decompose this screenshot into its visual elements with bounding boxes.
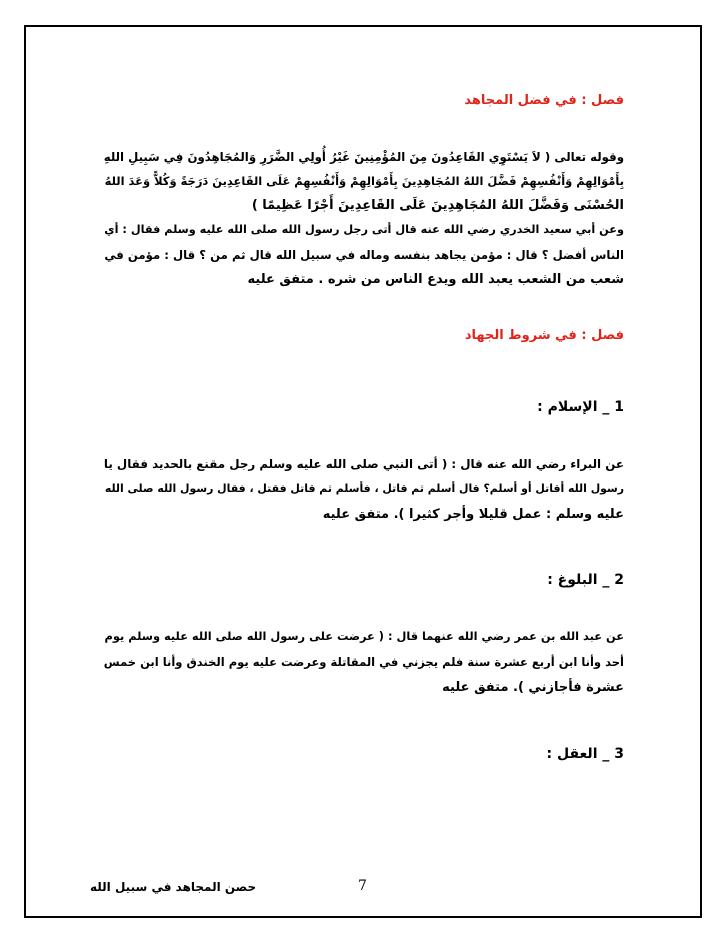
text-line: عشرة فأجازني ). متفق عليه bbox=[442, 680, 624, 695]
text-line: شعب من الشعب يعبد الله ويدع الناس من شره . متفق عليه bbox=[247, 272, 624, 287]
page-number: 7 bbox=[358, 878, 367, 894]
condition-title-sanity: 3 _ العقل : bbox=[546, 746, 624, 762]
condition-title-puberty: 2 _ البلوغ : bbox=[547, 572, 624, 588]
condition-title-islam: 1 _ الإسلام : bbox=[537, 399, 624, 415]
text-line: عن البراء رضي الله عنه قال : ( أتى النبي صلى الله عليه وسلم رجل مقنع بالحديد فقال يا bbox=[103, 457, 624, 471]
section-heading-conditions: فصل : في شروط الجهاد bbox=[464, 328, 624, 343]
text-line: بِأَمْوَالِهِمْ وَأَنْفُسِهِمْ فَضَّلَ اللهُ المُجَاهِدِينَ بِأَمْوَالِهِمْ وَأَنْفُسِهِمْ عَلَى القَاعِدِينَ دَرَجَةً وَكُلاًّ وَعَدَ اللهُ bbox=[104, 174, 624, 188]
text-line: أحد وأنا ابن أربع عشرة سنة فلم يجزني في المقاتلة وعرضت عليه يوم الخندق وأنا ابن خمس bbox=[103, 655, 624, 669]
footer-book-title: حصن المجاهد في سبيل الله bbox=[90, 880, 257, 894]
text-line: وقوله تعالى ( لاَ يَسْتَوِي القَاعِدُونَ مِنَ المُؤْمِنِينَ غَيْرُ أُولِي الضَّرَرِ وَالمُجَاهِدُونَ فِي سَبِيلِ اللهِ bbox=[103, 150, 624, 164]
section-heading-merit: فصل : في فضل المجاهد bbox=[464, 93, 624, 108]
text-line: وعن أبي سعيد الخدري رضي الله عنه قال أتى رجل رسول الله صلى الله عليه وسلم فقال : أي bbox=[104, 223, 624, 236]
text-line: الناس أفضل ؟ قال : مؤمن يجاهد بنفسه وماله في سبيل الله قال ثم من ؟ قال : مؤمن في bbox=[104, 248, 624, 262]
text-line: عليه وسلم : عمل قليلا وأجر كثيرا ). متفق عليه bbox=[322, 507, 624, 522]
text-line: رسول الله أقاتل أو أسلم؟ قال أسلم ثم قاتل ، فأسلم ثم قاتل فقتل ، فقال رسول الله صلى الله bbox=[104, 482, 624, 495]
text-line: الحُسْنَى وَفَضَّلَ اللهُ المُجَاهِدِينَ عَلَى القَاعِدِينَ أَجْرًا عَظِيمًا ) bbox=[251, 198, 624, 213]
text-line: عن عبد الله بن عمر رضي الله عنهما قال : ( عرضت على رسول الله صلى الله عليه وسلم يوم bbox=[104, 629, 624, 643]
